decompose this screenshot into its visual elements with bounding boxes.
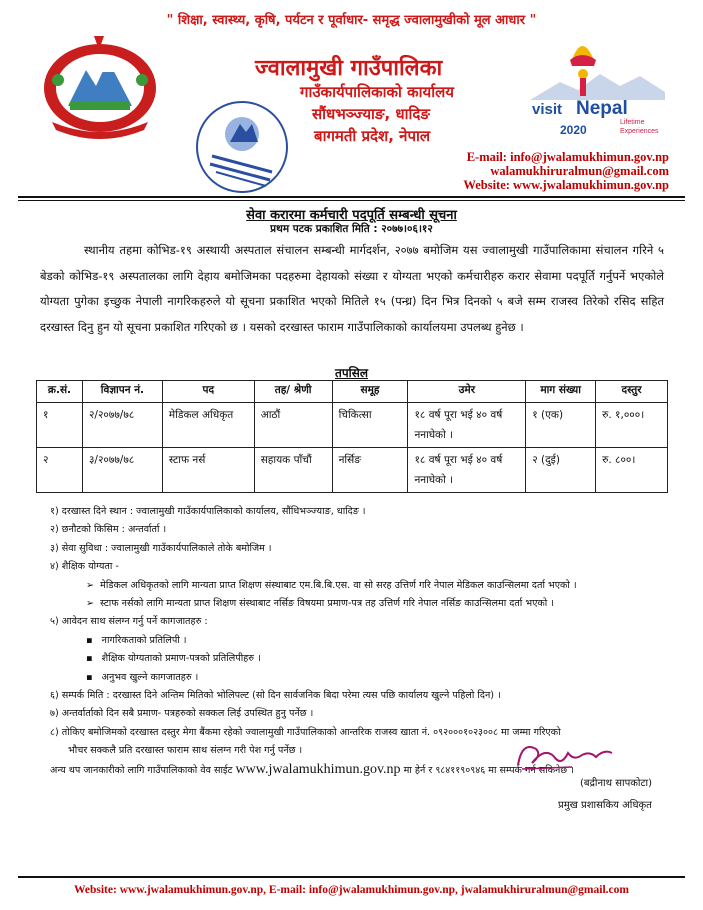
signature-image: [512, 735, 632, 775]
table-cell: १८ वर्ष पूरा भई ४० वर्ष ननाघेको ।: [408, 403, 526, 448]
note-4-item: [50, 595, 670, 613]
col-header: उमेर: [408, 381, 526, 403]
arrow-bullet-icon: ➢: [86, 579, 101, 591]
square-bullet-icon: ▪: [86, 634, 102, 646]
office-name: गाउँकार्यपालिकाको कार्यालय: [300, 83, 455, 101]
visit-logo-word2: Nepal: [576, 98, 628, 119]
table-cell: सहायक पाँचौं: [254, 448, 332, 493]
note-9-website-link[interactable]: www.jwalamukhimun.gov.np: [235, 761, 401, 777]
visit-nepal-logo: [520, 30, 670, 140]
header-email2[interactable]: walamukhiruralmun@gmail.com: [490, 164, 669, 178]
org-name: ज्वालामुखी गाउँपालिका: [255, 56, 443, 81]
col-header: तह/ श्रेणी: [254, 381, 332, 403]
header-divider-thin: [18, 200, 685, 201]
col-header: माग संख्या: [526, 381, 596, 403]
note-4b-text: स्टाफ नर्सको लागि मान्यता प्राप्त शिक्षण संस्थाबाट नर्सिङ विषयमा प्रमाण-पत्र तह उत्तिर्ण गरि नेपाल नर्सिङ काउन्सिलमा दर्ता भएको ।: [100, 598, 554, 610]
note-7: ७) अन्तर्वार्ताको दिन सबै प्रमाण- पत्रहरुको सक्कल लिई उपस्थित हुनु पर्नेछ ।: [50, 708, 314, 720]
header-email1[interactable]: E-mail: info@jwalamukhimun.gov.np: [466, 150, 669, 164]
table-row: [37, 448, 668, 493]
visit-logo-tag2: Experiences: [620, 128, 659, 135]
table-cell: ३/२०७७/७८: [82, 448, 162, 493]
table-cell: नर्सिङ: [332, 448, 408, 493]
note-8b: भौचर सक्कलै प्रति दरखास्त फाराम साथ संलग्न गरी पेश गर्नु पर्नेछ ।: [68, 745, 303, 757]
footer-divider: [18, 876, 685, 878]
note-5-item: [50, 650, 670, 668]
table-header-row: [37, 381, 668, 403]
arrow-bullet-icon: ➢: [86, 598, 101, 610]
square-bullet-icon: ▪: [86, 671, 102, 683]
note-5a-text: नागरिकताको प्रतिलिपी ।: [101, 634, 187, 646]
signatory-name: (बद्रीनाथ सापकोटा): [580, 778, 653, 789]
note-5-item: [50, 632, 670, 650]
slogan: " शिक्षा, स्वास्थ्य, कृषि, पर्यटन र पूर्वाधार- समृद्ध ज्वालामुखीको मूल आधार ": [166, 13, 537, 28]
table-cell: मेडिकल अधिकृत: [162, 403, 254, 448]
note-4: ४) शैक्षिक योग्यता -: [50, 561, 119, 573]
vacancy-table: [36, 380, 668, 493]
footer-contact[interactable]: Website: www.jwalamukhimun.gov.np, E-mail: info@jwalamukhimun.gov.np, jwalamukhiruralmun@gmail.com: [74, 884, 629, 896]
table-cell: १ (एक): [526, 403, 596, 448]
col-header: विज्ञापन नं.: [82, 381, 162, 403]
nepal-emblem-logo: [30, 30, 170, 140]
note-5c-text: अनुभव खुल्ने कागजातहरु ।: [101, 671, 199, 683]
header-website[interactable]: Website: www.jwalamukhimun.gov.np: [463, 178, 669, 192]
note-4a-text: मेडिकल अधिकृतको लागि मान्यता प्राप्त शिक्षण संस्थाबाट एम.बि.बि.एस. वा सो सरह उत्तिर्ण गरि नेपाल मेडिकल काउन्सिलमा दर्ता भएको ।: [100, 579, 577, 591]
col-header: क्र.सं.: [37, 381, 83, 403]
note-5b-text: शैक्षिक योग्यताको प्रमाण-पत्रको प्रतिलिपीहरु ।: [101, 653, 261, 665]
table-cell: स्टाफ नर्स: [162, 448, 254, 493]
office-seal-stamp: [188, 98, 296, 196]
notice-body: स्थानीय तहमा कोभिड-१९ अस्थायी अस्पताल संचालन सम्बन्धी मार्गदर्शन, २०७७ बमोजिम यस ज्वालामुखी गाउँपालिकामा संचालन गरिने ५ बेडको कोभिड-१९ अस्पतालका लागि देहाय बमोजिमका पदहरुमा देहायको संख्या र योग्यता भएको कर्मचारीहरु करार सेवामा पदपूर्ति गर्नुपर्ने भएकोले योग्यता पुगेका इच्छुक नेपाली नागरिकहरुले यो सूचना प्रकाशित भएको मितिले १५ (पन्ध्र) दिन भित्र दिनको ५ बजे सम्म राजस्व तिरेको रसिद सहित दरखास्त दिनु हुन यो सूचना प्रकाशित गरिएको छ । यसको दरखास्त फाराम गाउँपालिकाको कार्यालयमा उपलब्ध हुनेछ ।: [40, 243, 664, 334]
table-cell: आठौं: [254, 403, 332, 448]
table-cell: रु. ८००।: [596, 448, 668, 493]
note-6: ६) सम्पर्क मिति : दरखास्त दिने अन्तिम मितिको भोलिपल्ट (सो दिन सार्वजनिक बिदा परेमा त्यस पछि कार्यालय खुल्ने पहिलो दिन) ।: [50, 690, 501, 702]
note-5-item: [50, 669, 670, 687]
table-cell: २ (दुई): [526, 448, 596, 493]
table-cell: रु. १,०००।: [596, 403, 668, 448]
table-cell: १: [37, 403, 83, 448]
signatory-title: प्रमुख प्रशासकिय अधिकृत: [558, 800, 652, 811]
visit-logo-tag1: Lifetime: [620, 119, 645, 126]
note-1: १) दरखास्त दिने स्थान : ज्वालामुखी गाउँकार्यपालिकाको कार्यालय, सौंधिभञ्ज्याङ, धादिङ ।: [50, 506, 366, 517]
table-cell: १८ वर्ष पूरा भई ४० वर्ष ननाघेको ।: [408, 448, 526, 493]
table-cell: २: [37, 448, 83, 493]
table-cell: चिकित्सा: [332, 403, 408, 448]
col-header: समूह: [332, 381, 408, 403]
visit-logo-word1: visit: [532, 101, 563, 118]
header-divider: [18, 196, 685, 198]
table-cell: २/२०७७/७८: [82, 403, 162, 448]
square-bullet-icon: ▪: [86, 653, 102, 665]
notice-publish-date: प्रथम पटक प्रकाशित मिति : २०७७।०६।१२: [270, 223, 433, 235]
note-9-pre: अन्य थप जानकारीको लागि गाउँपालिकाको वेव साईट: [50, 764, 233, 776]
note-4-item: [50, 577, 670, 595]
table-title: तपसिल: [334, 366, 368, 380]
note-9-post: मा हेर्न र ९८४११९०९४६ मा सम्पर्क गर्न सकिनेछ ।: [403, 764, 574, 776]
note-2: २) छनौटको किसिम : अन्तर्वार्ता ।: [50, 524, 167, 536]
address-line2: बागमती प्रदेश, नेपाल: [314, 127, 431, 145]
note-8a: ८) तोकिए बमोजिमको दरखास्त दस्तुर मेगा बैंकमा रहेको ज्वालामुखी गाउँपालिकाको आन्तरिक राजस्व खाता नं. ०९२०००१०२३००८ मा जम्मा गरिएको: [50, 726, 561, 738]
visit-logo-year: 2020: [560, 123, 587, 137]
note-5: ५) आवेदन साथ संलग्न गर्नु पर्ने कागजातहरु :: [50, 616, 208, 628]
table-row: [37, 403, 668, 448]
col-header: दस्तुर: [596, 381, 668, 403]
col-header: पद: [162, 381, 254, 403]
note-3: ३) सेवा सुविधा : ज्वालामुखी गाउँकार्यपालिकाले तोके बमोजिम ।: [50, 542, 272, 554]
address-line1: सौंधभञ्ज्याङ, धादिङ: [312, 105, 430, 123]
notice-title: सेवा करारमा कर्मचारी पदपूर्ति सम्बन्धी सूचना: [246, 208, 457, 223]
